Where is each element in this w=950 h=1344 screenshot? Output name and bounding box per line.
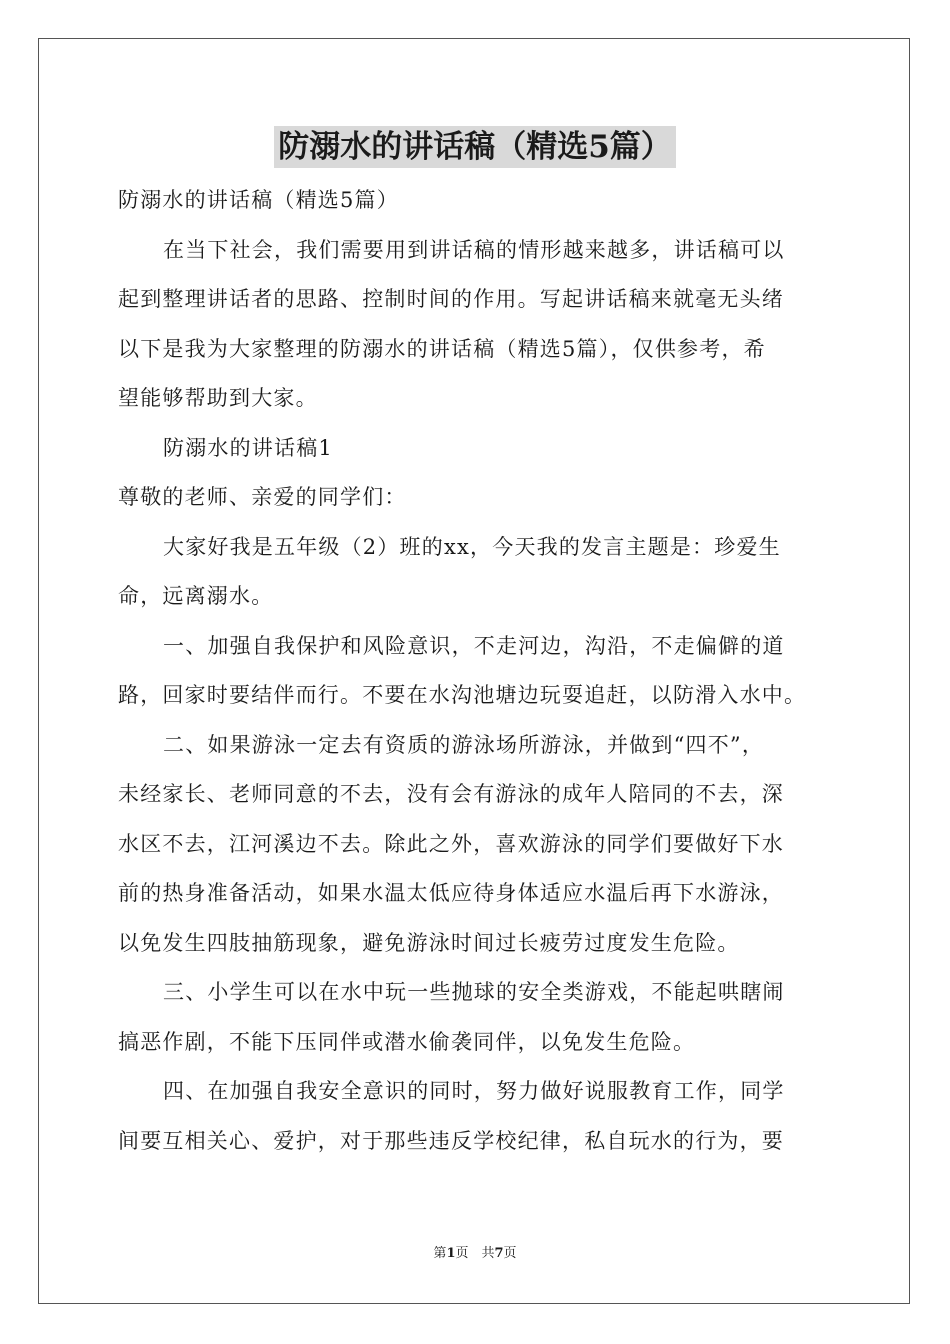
salutation-line: 尊敬的老师、亲爱的同学们： xyxy=(118,485,407,509)
page-mid: 页 共 xyxy=(455,1246,495,1261)
paragraph-line: 间要互相关心、爱护，对于那些违反学校纪律，私自玩水的行为，要 xyxy=(118,1128,784,1153)
paragraph-line: 未经家长、老师同意的不去，没有会有游泳的成年人陪同的不去，深 xyxy=(118,782,784,806)
paragraph-line: 在当下社会，我们需要用到讲话稿的情形越来越多，讲话稿可以 xyxy=(163,237,785,262)
title-container xyxy=(0,126,950,168)
paragraph-line: 二、如果游泳一定去有资质的游泳场所游泳，并做到“四不”， xyxy=(163,732,765,757)
paragraph-line: 三、小学生可以在水中玩一些抛球的安全类游戏，不能起哄瞎闹 xyxy=(163,980,785,1004)
paragraph-line: 一、加强自我保护和风险意识，不走河边，沟沿，不走偏僻的道 xyxy=(163,633,785,658)
section-heading: 防溺水的讲话稿1 xyxy=(163,435,333,460)
subtitle-line: 防溺水的讲话稿（精选5篇） xyxy=(118,188,399,212)
page-prefix: 第 xyxy=(433,1246,447,1261)
page-current: 1 xyxy=(446,1246,456,1261)
paragraph-line: 以下是我为大家整理的防溺水的讲话稿（精选5篇），仅供参考，希 xyxy=(118,336,766,361)
page-suffix: 页 xyxy=(503,1246,517,1261)
paragraph-line: 起到整理讲话者的思路、控制时间的作用。写起讲话稿来就毫无头绪 xyxy=(118,287,784,311)
document-title: 防溺水的讲话稿（精选5篇） xyxy=(274,126,676,168)
paragraph-line: 命，远离溺水。 xyxy=(118,584,274,608)
paragraph-line: 四、在加强自我安全意识的同时，努力做好说服教育工作，同学 xyxy=(163,1079,785,1103)
page-total: 7 xyxy=(494,1246,504,1261)
paragraph-line: 水区不去，江河溪边不去。除此之外，喜欢游泳的同学们要做好下水 xyxy=(118,831,784,856)
page-footer xyxy=(0,1244,950,1264)
paragraph-line: 路，回家时要结伴而行。不要在水沟池塘边玩耍追赶，以防滑入水中。 xyxy=(118,683,807,707)
paragraph-line: 以免发生四肢抽筋现象，避免游泳时间过长疲劳过度发生危险。 xyxy=(118,930,740,955)
paragraph-line: 望能够帮助到大家。 xyxy=(118,386,318,410)
paragraph-line: 大家好我是五年级（2）班的xx，今天我的发言主题是：珍爱生 xyxy=(163,534,781,559)
document-body xyxy=(118,176,838,1166)
paragraph-line: 前的热身准备活动，如果水温太低应待身体适应水温后再下水游泳， xyxy=(118,881,784,905)
paragraph-line: 搞恶作剧，不能下压同伴或潜水偷袭同伴，以免发生危险。 xyxy=(118,1029,696,1054)
